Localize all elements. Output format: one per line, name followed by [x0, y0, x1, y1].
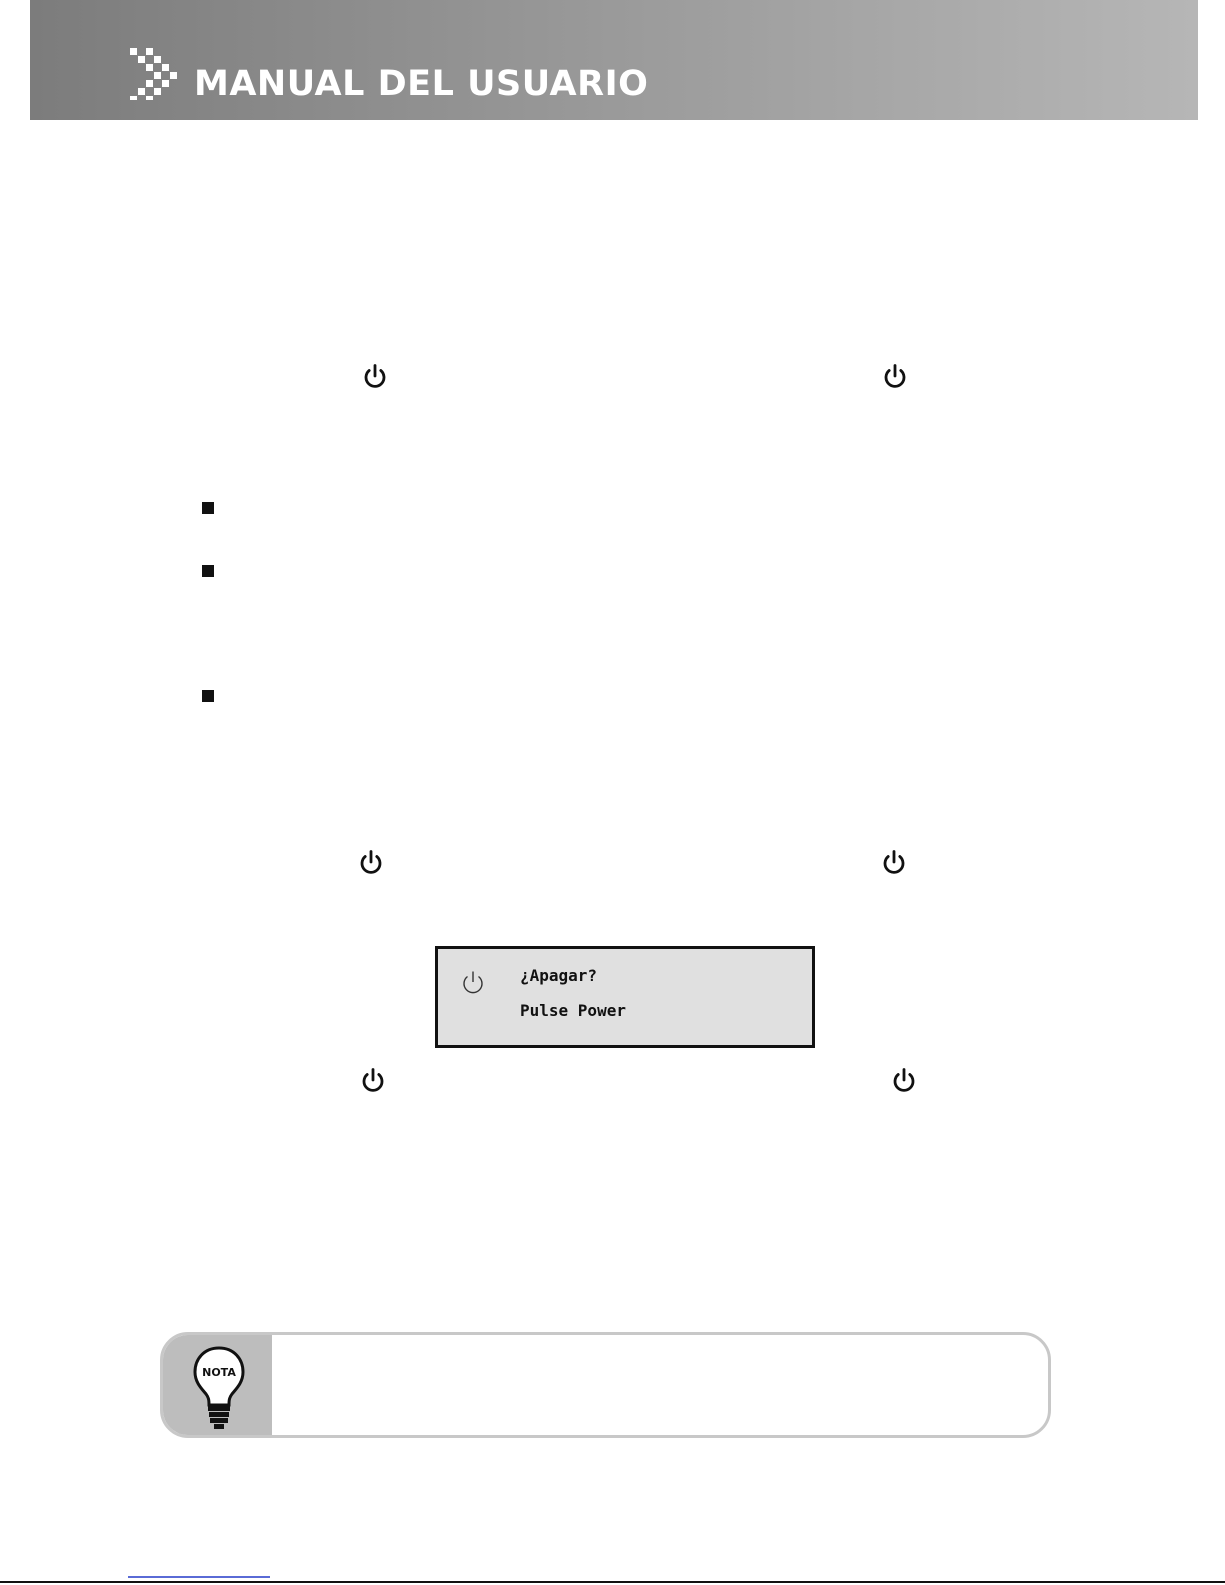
note-tab: [163, 1335, 272, 1435]
power-icon: [361, 362, 389, 390]
power-icon: [890, 1066, 918, 1094]
power-off-osd-dialog: [435, 946, 815, 1048]
double-chevron-icon: [130, 48, 182, 100]
power-icon: [880, 848, 908, 876]
page-title: MANUAL DEL USUARIO: [194, 64, 649, 104]
osd-instruction: Pulse Power: [520, 1001, 626, 1020]
power-icon: [881, 362, 909, 390]
bullet-square: [202, 502, 214, 514]
header-banner: [30, 0, 1198, 120]
osd-question: ¿Apagar?: [520, 966, 598, 985]
power-icon: [359, 1066, 387, 1094]
lightbulb-icon: [191, 1345, 247, 1431]
bullet-square: [202, 565, 214, 577]
power-icon: [460, 969, 486, 995]
bullet-square: [202, 690, 214, 702]
note-box: [160, 1332, 1051, 1438]
note-label: NOTA: [202, 1366, 236, 1379]
footer-link-underline: [128, 1576, 270, 1578]
power-icon: [357, 848, 385, 876]
footer-rule: [0, 1581, 1225, 1583]
